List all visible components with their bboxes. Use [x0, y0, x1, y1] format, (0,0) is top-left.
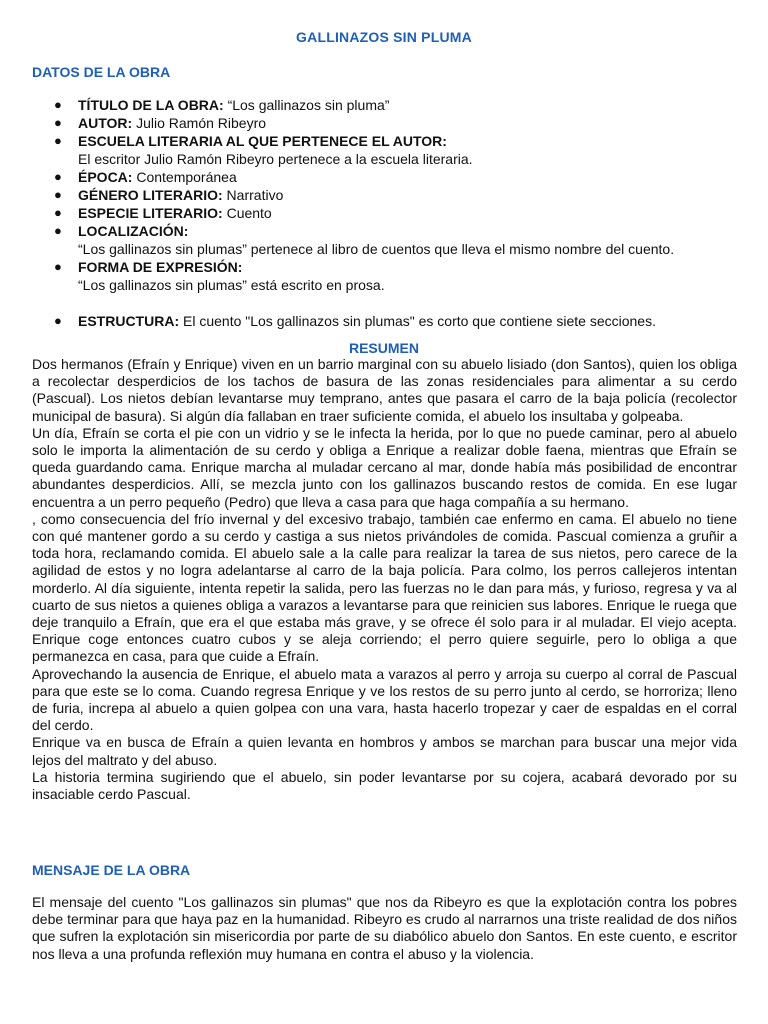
bullet-icon: ● [54, 187, 62, 202]
paragraph: Aprovechando la ausencia de Enrique, el abuelo mata a varazos al perro y arroja su cuerpo al corral de Pascual para que este se lo coma. Cuando regresa Enrique y ve los restos de su perro junto al cerdo, se horroriza; lleno de furia, increpa al abuelo a quien golpea con una vara, hasta hacerlo tropezar y caer de espaldas en el corral del cerdo. [32, 665, 737, 734]
list-item: ● FORMA DE EXPRESIÓN: “Los gallinazos sin plumas” está escrito en prosa. [54, 259, 385, 293]
list-item: ● GÉNERO LITERARIO: Narrativo [54, 187, 284, 203]
bullet-icon: ● [54, 133, 62, 148]
datos-heading: DATOS DE LA OBRA [32, 64, 171, 80]
datos-list [0, 96, 768, 330]
bullet-icon: ● [54, 97, 62, 112]
list-item: ● LOCALIZACIÓN: “Los gallinazos sin plumas” pertenece al libro de cuentos que lleva el mismo nombre del cuento. [54, 223, 675, 257]
paragraph: La historia termina sugiriendo que el abuelo, sin poder levantarse por su cojera, acabará devorado por su insaciable cerdo Pascual. [32, 768, 737, 803]
list-item: ● ESPECIE LITERARIO: Cuento [54, 205, 272, 221]
paragraph: Un día, Efraín se corta el pie con un vidrio y se le infecta la herida, por lo que no puede caminar, pero al abuelo solo le importa la alimentación de su cerdo y obliga a Enrique a realizar doble faena, mientras que Efraín se queda guardando cama. Enrique marcha al muladar cercano al mar, donde había más posibilidad de encontrar abundantes desperdicios. Allí, se mezcla junto con los gallinazos buscando restos de comida. En ese lugar encuentra a un perro pequeño (Pedro) que lleva a casa para que haga compañía a su hermano. [32, 424, 737, 510]
paragraph: , como consecuencia del frío invernal y del excesivo trabajo, también cae enfermo en cama. El abuelo no tiene con qué mantener gordo a su cerdo y castiga a sus nietos privándoles de comida. Pascual comienza a gruñir a toda hora, reclamando comida. El abuelo sale a la calle para realizar la tarea de sus nietos, pero carece de la agilidad de estos y no logra adelantarse al carro de la baja policía. Para colmo, los perros callejeros intentan morderlo. Al día siguiente, intenta repetir la salida, pero las fuerzas no le dan para más, y furioso, regresa y va al cuarto de sus nietos a quienes obliga a varazos a levantarse para que reinicien sus labores. Enrique le ruega que deje tranquilo a Efraín, que era el que estaba más grave, y se ofrece él solo para ir al muladar. El viejo acepta. Enrique coge entonces cuatro cubos y se aleja corriendo; el perro quiere seguirle, pero lo obliga a que permanezca en casa, para que cuide a Efraín. [32, 510, 737, 665]
bullet-icon: ● [54, 259, 62, 274]
paragraph: Dos hermanos (Efraín y Enrique) viven en un barrio marginal con su abuelo lisiado (don Santos), quien los obliga a recolectar desperdicios de los tachos de basura de las zonas residenciales para alimentar a su cerdo (Pascual). Los nietos debían levantarse muy temprano, antes que pasara el carro de la baja policía (recolector municipal de basura). Si algún día fallaban en traer suficiente comida, el abuelo los insultaba y golpeaba. [32, 356, 737, 424]
bullet-icon: ● [54, 115, 62, 130]
list-item: ● ÉPOCA: Contemporánea [54, 169, 237, 185]
resumen-body [32, 356, 737, 803]
list-item: ● TÍTULO DE LA OBRA: “Los gallinazos sin pluma” [54, 97, 390, 113]
bullet-icon: ● [54, 169, 62, 184]
list-item: ● ESCUELA LITERARIA AL QUE PERTENECE EL AUTOR: El escritor Julio Ramón Ribeyro pertenece a la escuela literaria. [54, 133, 473, 167]
document-title: GALLINAZOS SIN PLUMA [296, 29, 472, 45]
paragraph: El mensaje del cuento "Los gallinazos sin plumas" que nos da Ribeyro es que la explotación contra los pobres debe terminar para que haya paz en la humanidad. Ribeyro es crudo al narrarnos una triste realidad de dos niños que sufren la explotación sin misericordia por parte de su diabólico abuelo don Santos. En este cuento, e escritor nos lleva a una profunda reflexión muy humana en contra el abuso y la violencia. [32, 894, 737, 962]
bullet-icon: ● [54, 313, 62, 328]
resumen-heading: RESUMEN [348, 340, 419, 356]
bullet-icon: ● [54, 205, 62, 220]
list-item: ● AUTOR: Julio Ramón Ribeyro [54, 115, 267, 131]
bullet-icon: ● [54, 223, 62, 238]
mensaje-body [32, 894, 737, 963]
paragraph: Enrique va en busca de Efraín a quien levanta en hombros y ambos se marchan para buscar una mejor vida lejos del maltrato y del abuso. [32, 734, 737, 768]
list-item: ● ESTRUCTURA: El cuento "Los gallinazos sin plumas" es corto que contiene siete secciones. [54, 313, 656, 329]
mensaje-heading: MENSAJE DE LA OBRA [32, 862, 191, 878]
